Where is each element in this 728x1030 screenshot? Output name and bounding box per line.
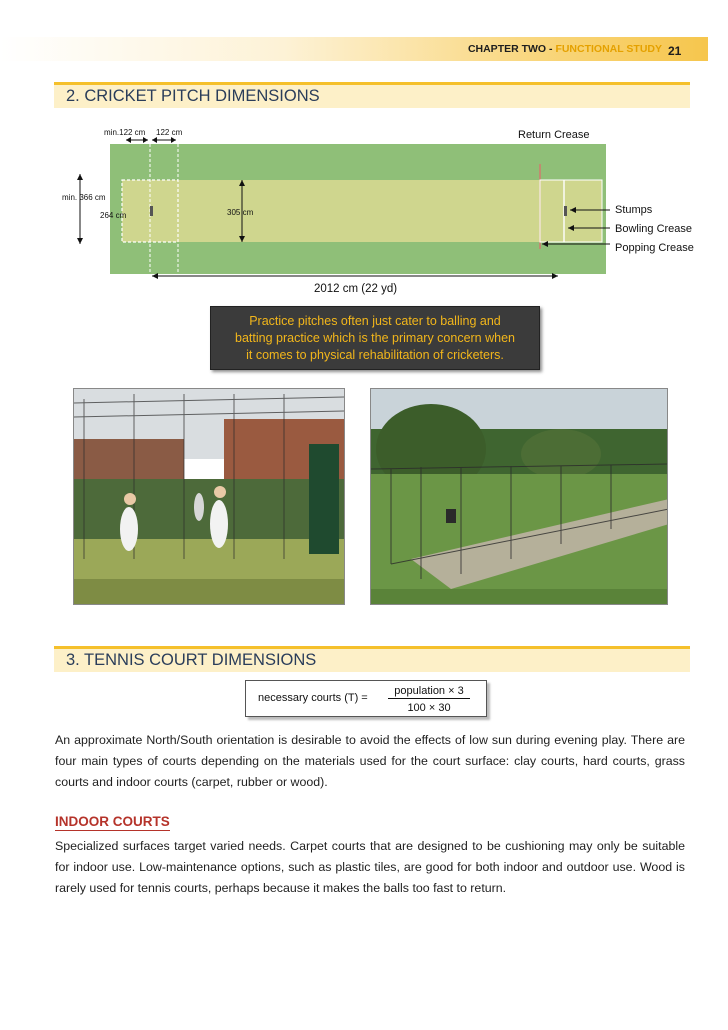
- label-bowling-crease: Bowling Crease: [615, 223, 693, 235]
- left-stumps: [150, 206, 153, 216]
- running-header: [468, 43, 662, 55]
- formula-lhs: necessary courts (T) =: [258, 692, 368, 704]
- callout-line: Practice pitches often just cater to balling and: [249, 314, 501, 328]
- right-stumps: [564, 206, 567, 216]
- label-stumps: Stumps: [615, 204, 653, 216]
- pitch-strip: [122, 180, 602, 242]
- chapter-subtitle: FUNCTIONAL STUDY: [555, 43, 662, 55]
- arrow-head: [171, 137, 176, 143]
- chapter-label: CHAPTER TWO -: [467, 43, 553, 55]
- photo-practice-nets-field: [370, 388, 668, 605]
- section-title: 3. TENNIS COURT DIMENSIONS: [66, 651, 317, 669]
- section-heading-tennis: [54, 646, 690, 672]
- court-count-formula: [245, 680, 487, 717]
- callout-line: batting practice which is the primary concern when: [235, 331, 515, 345]
- formula-denominator: 100 × 30: [407, 702, 451, 714]
- label-min122: min.122 cm: [104, 128, 146, 137]
- practice-pitch-callout: [210, 306, 540, 370]
- indoor-courts-paragraph: Specialized surfaces target varied needs. Carpet courts that are designed to be cushioning may only be suitable for indoor use. Low-maintenance options, such as plastic tiles, are good for both indoor and outdoor use. Wood is rarely used for tennis courts, perhaps because it makes the balls too fast to return.: [55, 839, 685, 895]
- label-return-crease: Return Crease: [518, 129, 590, 141]
- arrow-head: [77, 174, 83, 180]
- tennis-paragraph: An approximate North/South orientation is desirable to avoid the effects of low sun during evening play. There are four main types of courts depending on the materials used for the court surface: clay courts, hard courts, grass courts and indoor courts (carpet, rubber or wood).: [55, 733, 685, 789]
- pitch-drawing: [60, 124, 710, 300]
- arrow-head: [77, 238, 83, 244]
- section-heading-cricket: [54, 82, 690, 108]
- label-305: 305 cm: [227, 208, 254, 217]
- label-popping-crease: Popping Crease: [615, 242, 694, 254]
- formula-numerator: population × 3: [388, 685, 470, 699]
- label-min366: min. 366 cm: [62, 193, 106, 202]
- label-264: 264 cm: [100, 211, 127, 220]
- label-length: 2012 cm (22 yd): [314, 283, 398, 295]
- arrow-head: [126, 137, 131, 143]
- section-title: 2. CRICKET PITCH DIMENSIONS: [66, 87, 320, 105]
- photo-cricket-nets-players: [73, 388, 345, 605]
- label-122: 122 cm: [156, 128, 183, 137]
- cricket-pitch-diagram: [60, 124, 710, 300]
- page-number: 21: [668, 44, 682, 58]
- arrow-head: [143, 137, 148, 143]
- arrow-head: [152, 137, 157, 143]
- indoor-courts-heading: INDOOR COURTS: [55, 814, 170, 829]
- callout-line: it comes to physical rehabilitation of cricketers.: [246, 348, 504, 362]
